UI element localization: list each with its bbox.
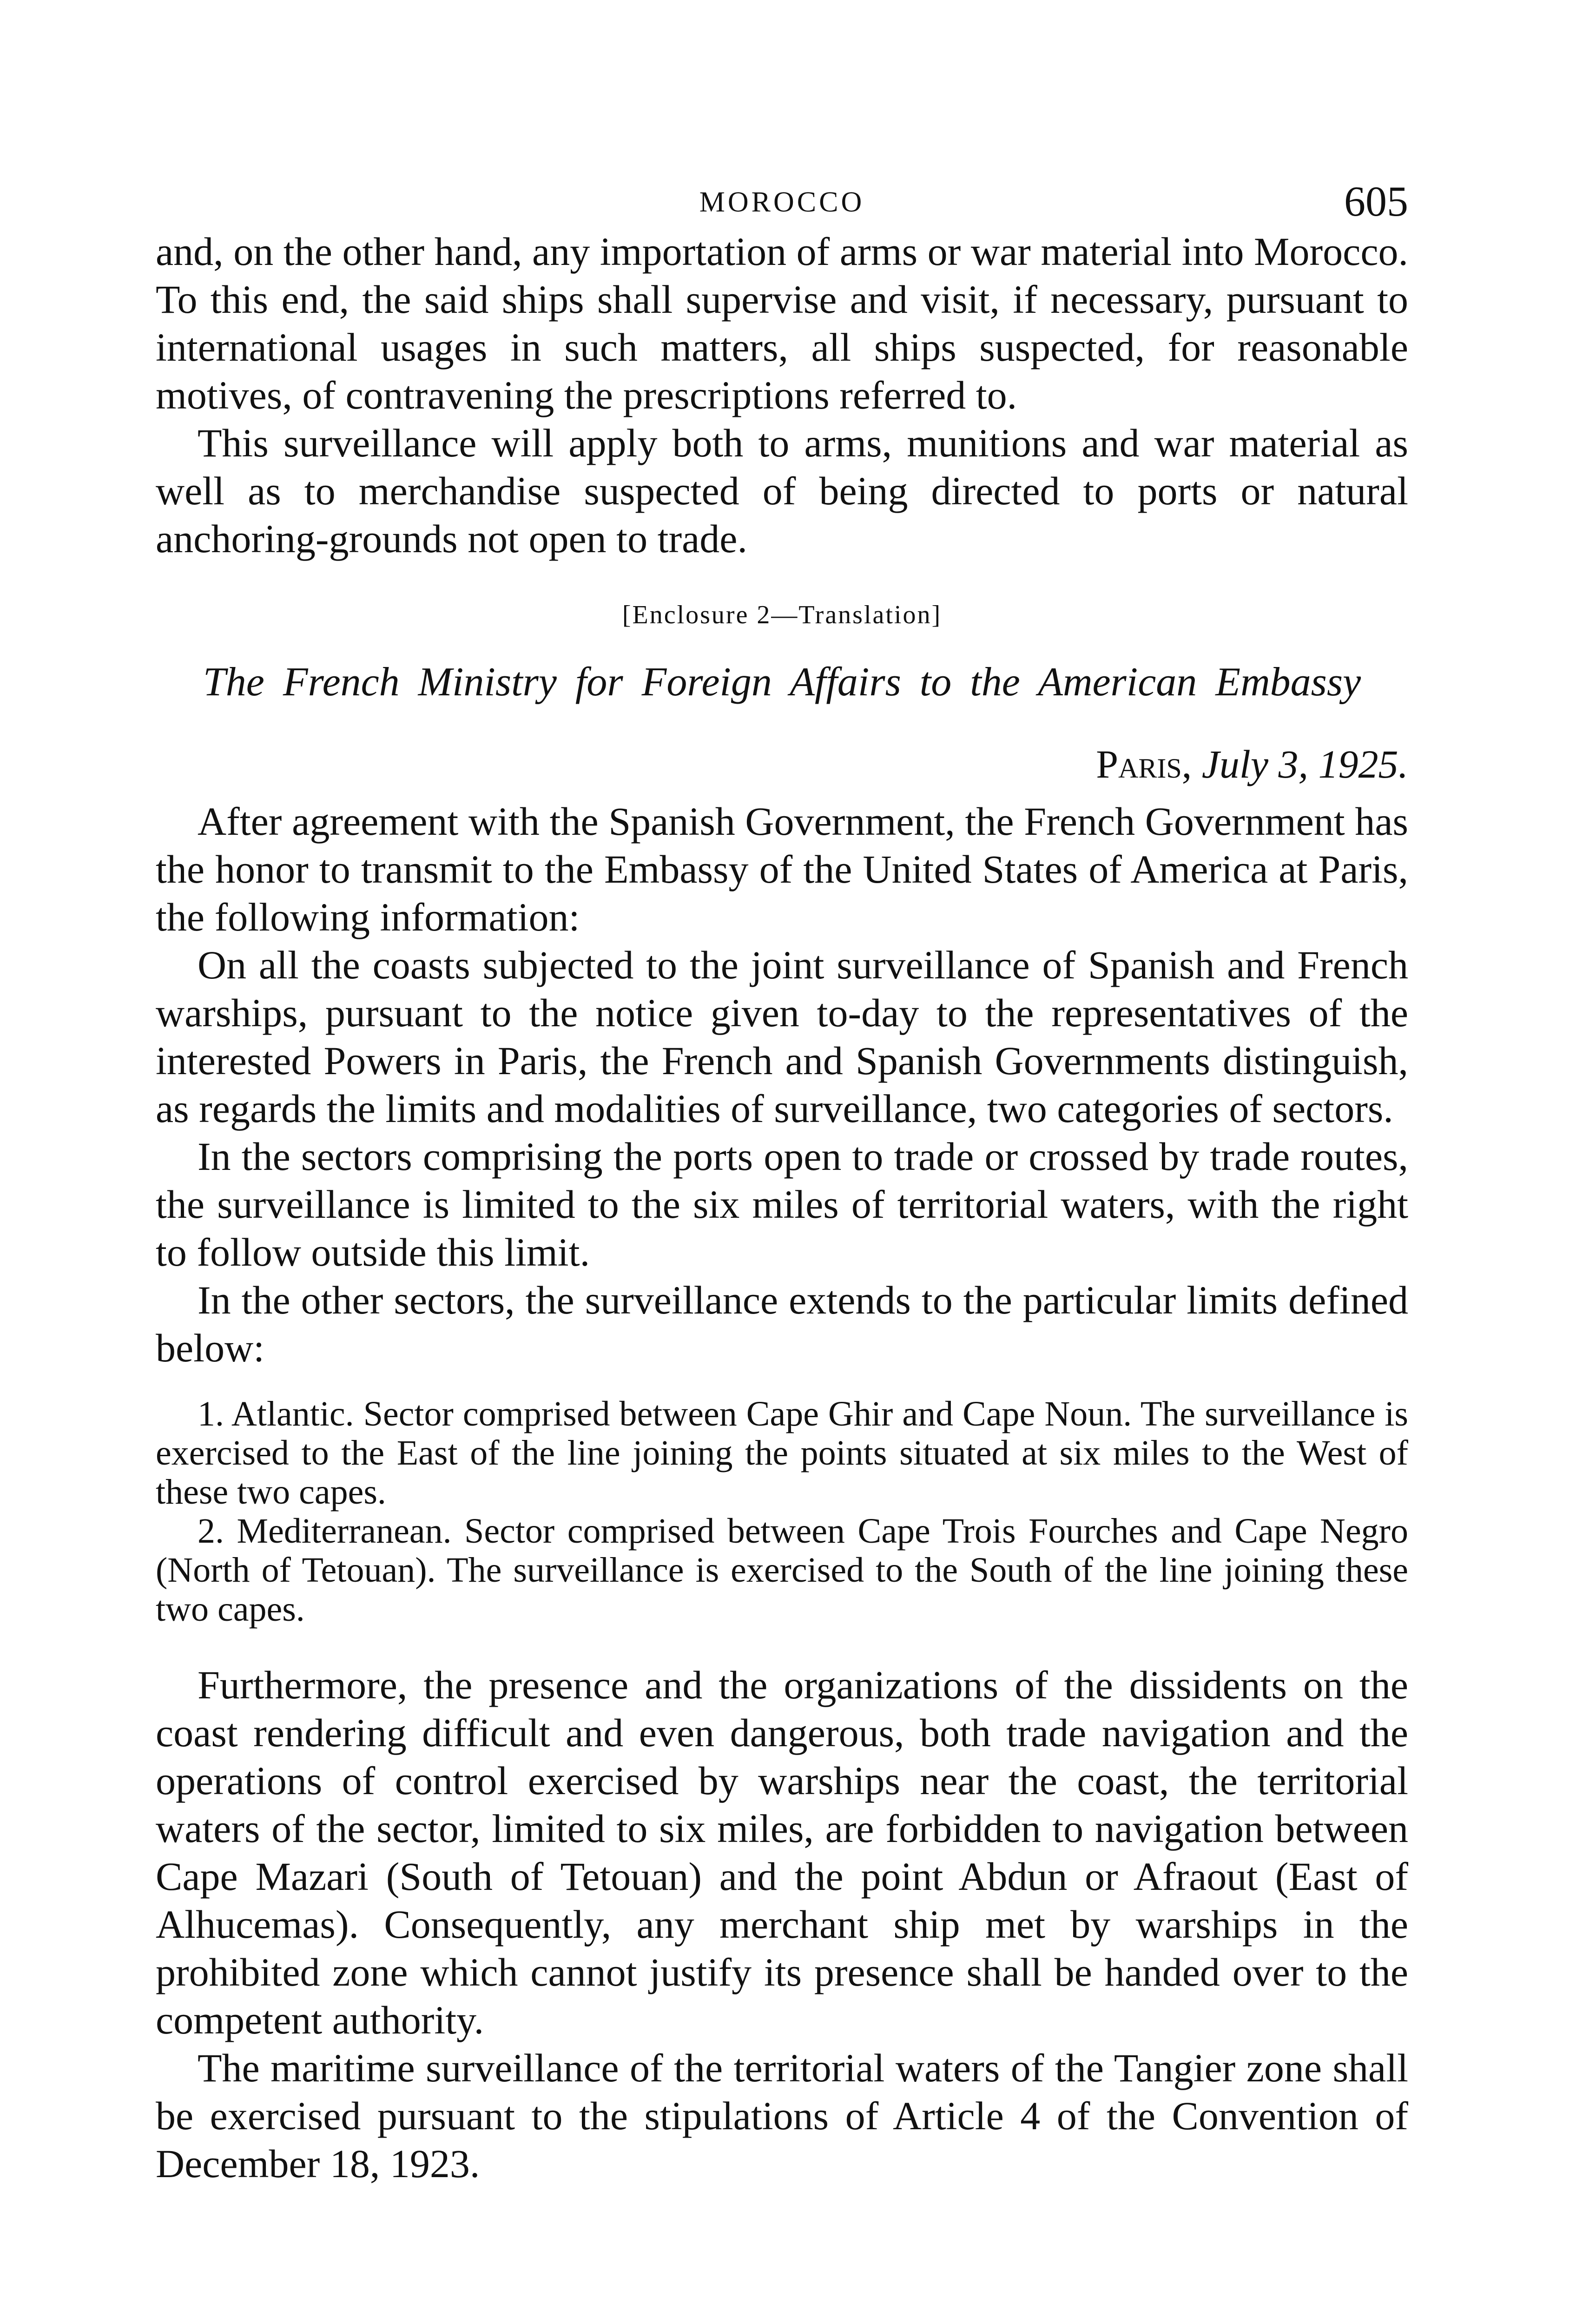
running-head (156, 177, 1408, 228)
sector-atlantic: 1. Atlantic. Sector comprised between Cape Ghir and Cape Noun. The surveillance is exercised to the East of the line joining the points situated at six miles to the West of these two capes. (156, 1394, 1408, 1512)
paragraph-continued: and, on the other hand, any importation of arms or war material into Morocco. To this end, the said ships shall supervise and visit, if necessary, pursuant to international usages in such matters, all ships suspected, for reasonable motives, of contravening the prescriptions referred to. (156, 229, 1408, 417)
running-title: MOROCCO (699, 186, 865, 218)
sector-list (156, 1394, 1408, 1629)
document-page (156, 177, 1408, 2188)
paragraph-coasts: On all the coasts subjected to the joint surveillance of Spanish and French warships, pursuant to the notice given to-day to the representatives of the interested Powers in Paris, the French and Spanish Governments distinguish, as regards the limits and modalities of surveillance, two categories of sectors. (156, 943, 1408, 1131)
dateline-date: July 3, 1925. (1201, 742, 1408, 786)
dateline-city: Paris, (1096, 742, 1192, 786)
paragraph-trade-sectors: In the sectors comprising the ports open to trade or crossed by trade routes, the surveillance is limited to the six miles of territorial waters, with the right to follow outside this limit. (156, 1134, 1408, 1274)
paragraph-tangier: The maritime surveillance of the territorial waters of the Tangier zone shall be exercised pursuant to the stipulations of Article 4 of the Convention of December 18, 1923. (156, 2046, 1408, 2186)
enclosure-label: [Enclosure 2—Translation] (622, 601, 942, 629)
page-number: 605 (1344, 178, 1408, 225)
dateline (156, 740, 1408, 788)
paragraph-surveillance: This surveillance will apply both to arms, munitions and war material as well as to merchandise suspected of being directed to ports or natural anchoring-grounds not open to trade. (156, 421, 1408, 561)
paragraph-dissidents: Furthermore, the presence and the organizations of the dissidents on the coast rendering difficult and even dangerous, both trade navigation and the operations of control exercised by warships near the coast, the territorial waters of the sector, limited to six miles, are forbidden to navigation between Cape Mazari (South of Tetouan) and the point Abdun or Afraout (East of Alhucemas). Consequently, any merchant ship met by warships in the prohibited zone which cannot justify its presence shall be handed over to the competent authority. (156, 1663, 1408, 2042)
letter-heading: The French Ministry for Foreign Affairs to the American Embassy (203, 660, 1361, 705)
sector-mediterranean: 2. Mediterranean. Sector comprised between Cape Trois Fourches and Cape Negro (North of Tetouan). The surveillance is exercised to the South of the line joining these two capes. (156, 1512, 1408, 1629)
paragraph-agreement: After agreement with the Spanish Government, the French Government has the honor to transmit to the Embassy of the United States of America at Paris, the following information: (156, 799, 1408, 939)
paragraph-other-sectors: In the other sectors, the surveillance extends to the particular limits defined below: (156, 1278, 1408, 1370)
